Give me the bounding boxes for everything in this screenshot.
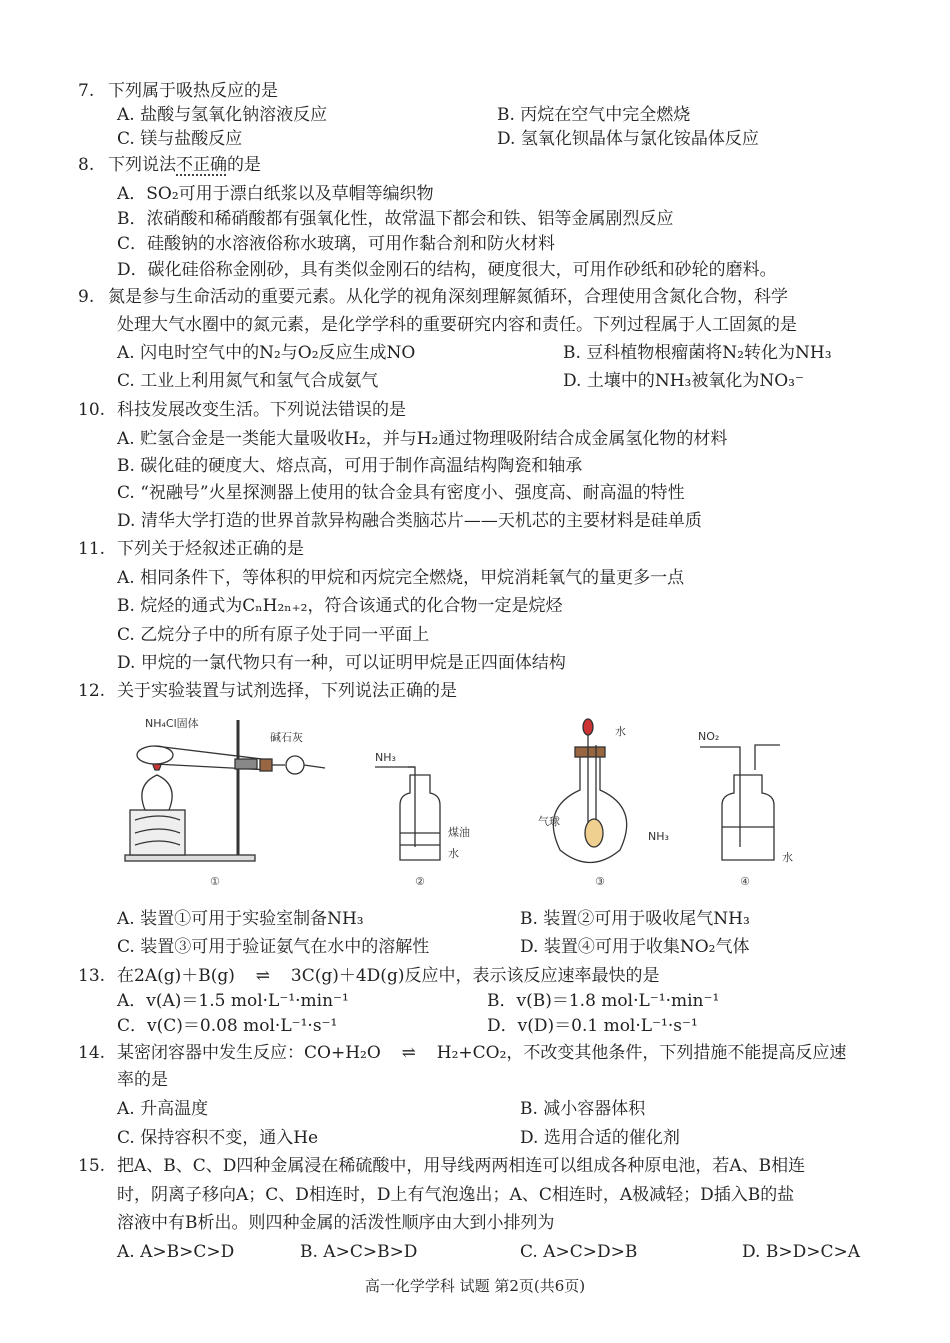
q14-option-c: C. 保持容积不变，通入He [117,1128,319,1148]
equilibrium-arrow-icon-2: ⇌ [401,1043,416,1063]
q15-option-d: D. B>D>C>A [742,1242,860,1262]
q13-stem [117,965,659,987]
q11-option-a: A. 相同条件下，等体积的甲烷和丙烷完全燃烧，甲烷消耗氧气的量更多一点 [117,568,685,588]
q10-option-b: B. 碳化硅的硬度大、熔点高，可用于制作高温结构陶瓷和轴承 [117,456,583,476]
q9-option-b: B. 豆科植物根瘤菌将N₂转化为NH₃ [563,343,832,363]
label-no2: NO₂ [698,730,720,743]
q11-option-d: D. 甲烷的一氯代物只有一种，可以证明甲烷是正四面体结构 [117,653,566,673]
q10-option-a: A. 贮氢合金是一类能大量吸收H₂，并与H₂通过物理吸附结合成金属氢化物的材料 [117,429,728,449]
q8-option-a: A．SO₂可用于漂白纸浆以及草帽等编织物 [117,184,434,204]
q14-stem-post: H₂+CO₂，不改变其他条件，下列措施不能提高反应速 [436,1043,847,1063]
q8-option-c: C．硅酸钠的水溶液俗称水玻璃，可用作黏合剂和防火材料 [117,234,556,254]
caption-2: ② [415,875,425,888]
q9-option-c: C. 工业上利用氮气和氢气合成氨气 [117,371,379,391]
q15-number: 15. [78,1156,106,1176]
q15-stem-line3: 溶液中有B析出。则四种金属的活泼性顺序由大到小排列为 [117,1213,555,1233]
page-footer: 高一化学学科 试题 第2页(共6页) [364,1277,586,1295]
q9-stem-line1: 氮是参与生命活动的重要元素。从化学的视角深刻理解氮循环，合理使用含氮化合物，科学 [108,287,788,307]
balloon [585,819,603,847]
label-nh3-3: NH₃ [648,830,669,843]
q7-option-d: D. 氢氧化钡晶体与氯化铵晶体反应 [497,129,759,149]
q7-option-a: A. 盐酸与氢氧化钠溶液反应 [117,105,328,125]
q7-stem: 下列属于吸热反应的是 [108,81,278,101]
q13-option-d: D．v(D)＝0.1 mol·L⁻¹·s⁻¹ [487,1016,698,1036]
label-water-4: 水 [782,851,793,864]
q8-number: 8. [78,155,95,175]
q10-stem: 科技发展改变生活。下列说法错误的是 [117,400,406,420]
q12-stem: 关于实验装置与试剂选择，下列说法正确的是 [117,681,457,701]
q7-option-b: B. 丙烷在空气中完全燃烧 [497,105,691,125]
dropper-bulb [583,719,593,735]
q13-stem-post: 3C(g)＋4D(g)反应中，表示该反应速率最快的是 [290,966,660,986]
q12-number: 12. [78,681,106,701]
q14-stem-line2: 率的是 [117,1070,168,1090]
q12-option-a: A. 装置①可用于实验室制备NH₃ [117,909,364,929]
q15-option-c: C. A>C>D>B [520,1242,638,1262]
q9-option-a: A. 闪电时空气中的N₂与O₂反应生成NO [117,343,416,363]
caption-3: ③ [595,875,605,888]
q14-option-b: B. 减小容器体积 [520,1099,646,1119]
label-nh3-2: NH₃ [375,751,396,764]
label-soda-lime: 碱石灰 [270,731,303,744]
q15-stem-line1: 把A、B、C、D四种金属浸在稀硫酸中，用导线两两相连可以组成各种原电池，若A、B相连 [117,1156,806,1176]
stopper [260,759,272,771]
q14-stem-pre: 某密闭容器中发生反应：CO+H₂O [117,1043,381,1063]
stand-base [125,855,255,861]
apparatus-2 [375,767,440,860]
q14-stem [117,1042,846,1064]
outlet-tube-4 [755,745,780,770]
q8-stem-pre: 下列说法 [108,155,176,175]
q12-option-d: D. 装置④可用于收集NO₂气体 [520,937,750,957]
q8-stem-post: 的是 [227,155,261,175]
q14-number: 14. [78,1043,106,1063]
q9-number: 9. [78,287,95,307]
q13-number: 13. [78,966,106,986]
clamp [235,759,257,769]
q10-option-c: C. “祝融号”火星探测器上使用的钛合金具有密度小、强度高、耐高温的特性 [117,483,685,503]
q15-stem-line2: 时，阴离子移向A；C、D相连时，D上有气泡逸出；A、C相连时，A极减轻；D插入B的盐 [117,1185,795,1205]
drying-bulb [286,756,304,774]
gas-bottle-2 [400,775,440,860]
q15-option-a: A. A>B>C>D [117,1242,235,1262]
label-balloon: 气球 [538,815,560,828]
label-kerosene: 煤油 [448,826,470,839]
apparatus-3 [553,719,626,863]
q7-option-c: C. 镁与盐酸反应 [117,129,243,149]
q11-number: 11. [78,539,106,559]
q11-option-b: B. 烷烃的通式为CₙH₂ₙ₊₂，符合该通式的化合物一定是烷烃 [117,596,563,616]
q15-option-b: B. A>C>B>D [300,1242,418,1262]
q10-number: 10. [78,400,106,420]
apparatus-figure [110,715,810,895]
q13-option-c: C．v(C)＝0.08 mol·L⁻¹·s⁻¹ [117,1016,338,1036]
equilibrium-arrow-icon: ⇌ [255,966,271,986]
q8-stem [108,154,261,176]
flask-stopper [575,747,605,757]
q12-option-b: B. 装置②可用于吸收尾气NH₃ [520,909,750,929]
test-tube-bottom [137,746,173,764]
q9-stem-line2: 处理大气水圈中的氮元素，是化学学科的重要研究内容和责任。下列过程属于人工固氮的是 [117,315,797,335]
q10-option-d: D. 清华大学打造的世界首款异构融合类脑芯片——天机芯的主要材料是硅单质 [117,511,702,531]
q13-stem-pre: 在2A(g)＋B(g) [117,966,235,986]
q11-option-c: C. 乙烷分子中的所有原子处于同一平面上 [117,625,430,645]
q7-number: 7. [78,81,95,101]
q13-option-b: B．v(B)＝1.8 mol·L⁻¹·min⁻¹ [487,991,720,1011]
q9-option-d: D. 土壤中的NH₃被氧化为NO₃⁻ [563,371,804,391]
label-water-2: 水 [448,847,459,860]
apparatus-4 [700,745,780,860]
q12-option-c: C. 装置③可用于验证氨气在水中的溶解性 [117,937,430,957]
q14-option-a: A. 升高温度 [117,1099,209,1119]
outlet-tube [304,765,325,768]
q11-stem: 下列关于烃叙述正确的是 [117,539,304,559]
caption-4: ④ [740,875,750,888]
q8-stem-emphasis: 不正确 [176,155,227,175]
q8-option-b: B．浓硝酸和稀硝酸都有强氧化性，故常温下都会和铁、铝等金属剧烈反应 [117,209,674,229]
alcohol-lamp [142,775,172,810]
label-nh4cl: NH₄Cl固体 [145,717,199,730]
caption-1: ① [210,875,220,888]
q14-option-d: D. 选用合适的催化剂 [520,1128,680,1148]
q8-option-d: D．碳化硅俗称金刚砂，具有类似金刚石的结构，硬度很大，可用作砂纸和砂轮的磨料。 [117,260,777,280]
gas-bottle-4 [722,775,774,860]
q13-option-a: A．v(A)＝1.5 mol·L⁻¹·min⁻¹ [117,991,349,1011]
label-water-3: 水 [615,725,626,738]
